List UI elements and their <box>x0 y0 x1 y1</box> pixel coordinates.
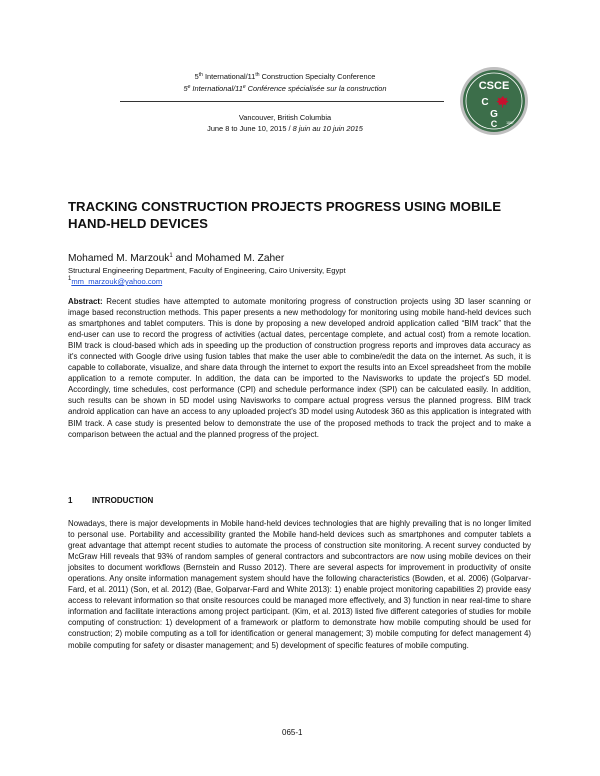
conference-venue <box>150 112 420 134</box>
venue-city: Vancouver, British Columbia <box>238 113 332 122</box>
email-link[interactable]: mm_marzouk@yahoo.com <box>71 277 163 286</box>
paper-title: TRACKING CONSTRUCTION PROJECTS PROGRESS USING MOBILE HAND-HELD DEVICES <box>68 199 502 231</box>
logo-year-text: 1887 <box>506 121 514 125</box>
conference-line-en: 5th International/11th Construction Specialty Conference <box>194 72 376 81</box>
logo-csce-text: CSCE <box>478 80 510 92</box>
author-line: Mohamed M. Marzouk$^1$ and Mohamed M. Zaher <box>68 253 285 264</box>
abstract-paragraph <box>68 296 531 440</box>
page-number: 065-1 <box>282 728 303 737</box>
affiliation: Structural Engineering Department, Faculty of Engineering, Cairo University, Egypt <box>68 266 346 275</box>
section-title: INTRODUCTION <box>92 496 154 505</box>
conference-line-fr: 5e International/11e Conférence spécialisée sur la construction <box>183 83 387 93</box>
section-heading <box>68 495 153 506</box>
author-email: $^1$mm_marzouk@yahoo.com <box>68 276 163 286</box>
logo-c-text: C <box>481 97 489 108</box>
csce-logo <box>459 66 529 136</box>
conference-header <box>120 71 450 94</box>
venue-dates: June 8 to June 10, 2015 / 8 juin au 10 juin 2015 <box>207 124 363 133</box>
logo-g-text: G <box>490 109 498 120</box>
section-number: 1 <box>68 496 73 505</box>
header-divider <box>120 101 444 102</box>
logo-c2-text: C <box>490 119 498 129</box>
introduction-paragraph: Nowadays, there is major developments in Mobile hand-held devices technologies that are highly prevailing that is no longer limited to personal use. Portability and accessibility granted the Mobile hand-held devices such as smartphones and computer tablets a great advantage that attempt recent studies to automate the process of construction site monitoring. A recent survey conducted by McGraw Hill reveals that 93% of random samples of general contractors and subcontractors are now using mobile devices on their jobsites to document workflows (Bernstein and Russo 2012). There are several aspects for improvement in productivity of onsite operations. Any onsite information management system should have the following characteristics (Bowden, et al. 2006) (Golparvar-Fard, et al. 2011) (Son, et al. 2012) (Bae, Golparvar-Fard and White 2013): 1) enable project monitoring capabilities 2) provide easy access to relevant information so that onsite resources could be managed more effectively, and 3) function in near real-time to share information and facilitate interactions among project participant. (Kim, et al. 2013) listed five different categories of studies for mobile computing of construction: 1) development of a framework or platform to demonstrate how mobile computing should be used for construction; 2) mobile computing as a toll for identification or general management; 3) mobile computing for defect management 4) mobile computing for safety or disaster management; and 5) development of specific features of mobile computing. <box>68 519 531 650</box>
abstract-text: Recent studies have attempted to automate monitoring progress of construction projects using 3D laser scanning or image based reconstruction methods. This paper presents a new methodology for monitoring using mobile hand-held devices such as smartphones and tablet computers. This is done by proposing a new developed android application called “BIM track” that the end-user can use to record the progress of activities (actual dates, percentage complete, and actual cost) from a remote location. BIM track is cloud-based which ads in speeding up the production of construction progress reports and improves data accuracy as it's connected with Google drive using fusion tables that make the user able to combine/edit the data on the internet. As such, it is capable to collaborate, visualize, and share data through the internet to export the results into an Excel spreadsheet from the mobile application to a remote computer. In addition, the data can be imported to the Navisworks to update the project's 5D model. Accordingly, time schedules, cost performance (CPI) and schedule performance index (SPI) can be calculated easily. In addition, such results can be shown in 5D model using Navisworks to compare actual progress versus the planned progress. BIM track android application can have an access to any uploaded project's 3D model using Autodesk 360 as this application is integrated with BIM track. A case study is presented below to demonstrate the use of the proposed methods to track the project and to make a comparison between the actual and the planned progress of the project. <box>68 297 531 439</box>
abstract-label: Abstract: <box>68 297 103 306</box>
